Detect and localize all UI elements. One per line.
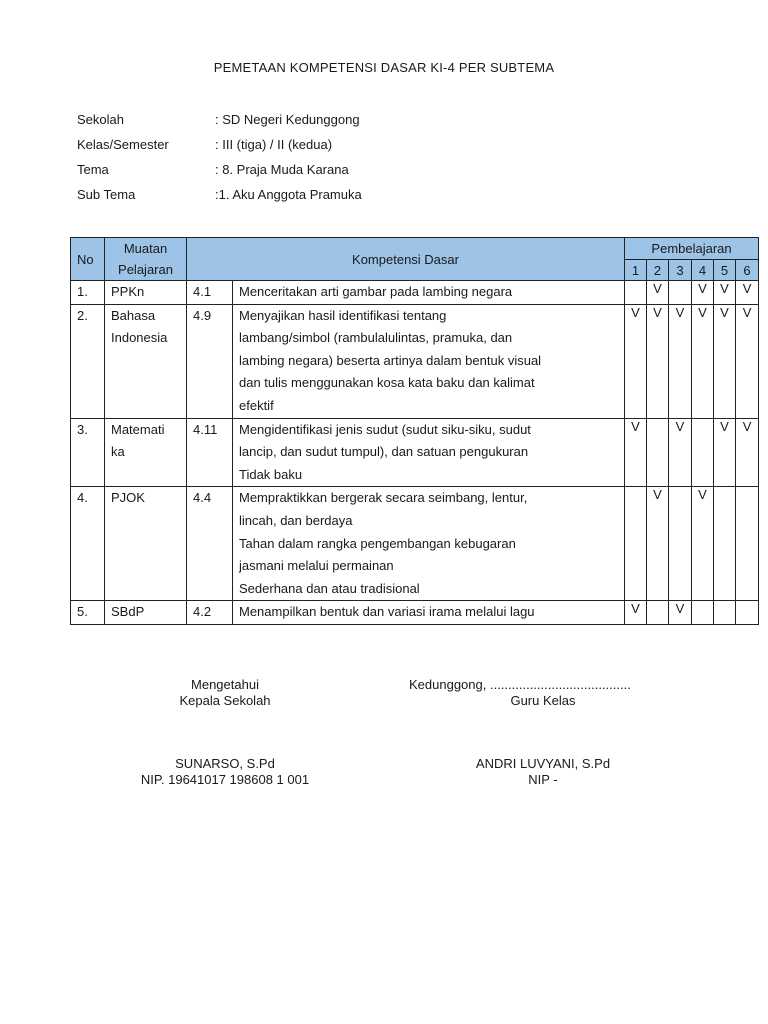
session-mark-3: V <box>669 418 692 487</box>
kd-line: efektif <box>239 397 274 413</box>
kd-line: Menceritakan arti gambar pada lambing negara <box>239 284 513 299</box>
kd-code: 4.9 <box>187 304 233 418</box>
info-block <box>77 111 362 211</box>
header-no: No <box>71 238 105 281</box>
header-pembelajaran: Pembelajaran <box>625 238 759 260</box>
header-session-4: 4 <box>692 260 714 281</box>
row-number: 3. <box>71 418 105 487</box>
info-row <box>77 161 362 186</box>
info-label: Sub Tema <box>77 187 136 202</box>
session-mark-1: V <box>625 304 647 418</box>
row-number: 2. <box>71 304 105 418</box>
info-row <box>77 111 362 136</box>
session-mark-1: V <box>625 418 647 487</box>
sig-left-line1: Mengetahui <box>191 677 259 692</box>
subject-line: SBdP <box>111 604 145 620</box>
kd-line: Tahan dalam rangka pengembangan kebugaran <box>239 535 516 551</box>
session-mark-6 <box>736 601 759 625</box>
signature-right <box>400 677 686 788</box>
session-mark-3: V <box>669 304 692 418</box>
subject-line: PJOK <box>111 490 145 506</box>
subject-line: PPKn <box>111 284 145 299</box>
kd-line: Menyajikan hasil identifikasi tentang <box>239 307 447 323</box>
header-session-3: 3 <box>669 260 692 281</box>
subject-line: Bahasa <box>111 307 156 323</box>
session-mark-5: V <box>714 418 736 487</box>
header-kompetensi-dasar: Kompetensi Dasar <box>187 238 625 281</box>
session-mark-6: V <box>736 418 759 487</box>
sig-right-nip: NIP - <box>528 772 558 787</box>
kd-code: 4.11 <box>187 418 233 487</box>
row-number: 1. <box>71 281 105 305</box>
info-value: : 8. Praja Muda Karana <box>215 162 349 177</box>
kd-code: 4.4 <box>187 487 233 601</box>
info-label: Tema <box>77 162 109 177</box>
info-value: : SD Negeri Kedunggong <box>215 112 360 127</box>
sig-left-line2: Kepala Sekolah <box>179 693 271 708</box>
session-mark-5 <box>714 487 736 601</box>
kd-line: Mempraktikkan bergerak secara seimbang, lentur, <box>239 490 528 506</box>
row-number: 5. <box>71 601 105 625</box>
info-value: :1. Aku Anggota Pramuka <box>215 187 362 202</box>
subject-cell <box>105 281 187 305</box>
header-session-6: 6 <box>736 260 759 281</box>
session-mark-2: V <box>647 487 669 601</box>
info-value: : III (tiga) / II (kedua) <box>215 137 333 152</box>
sig-right-line1: Kedunggong, ....................................... <box>409 677 631 692</box>
sig-right-line2: Guru Kelas <box>510 693 576 708</box>
signature-left <box>125 677 325 788</box>
subject-line: ka <box>111 444 125 460</box>
kd-description <box>233 601 625 625</box>
subject-cell <box>105 304 187 418</box>
header-muatan-pelajaran <box>105 238 187 281</box>
row-number: 4. <box>71 487 105 601</box>
kd-line: lambing negara) beserta artinya dalam bentuk visual <box>239 352 542 368</box>
table-row <box>71 487 759 601</box>
kd-description <box>233 487 625 601</box>
document-title: PEMETAAN KOMPETENSI DASAR KI-4 PER SUBTEMA <box>213 60 555 75</box>
header-session-5: 5 <box>714 260 736 281</box>
kd-line: jasmani melalui permainan <box>239 558 394 574</box>
sig-left-nip: NIP. 19641017 198608 1 001 <box>140 772 310 787</box>
subject-cell <box>105 601 187 625</box>
header-muatan-line1: Muatan <box>123 241 168 256</box>
session-mark-2 <box>647 601 669 625</box>
kd-code: 4.1 <box>187 281 233 305</box>
session-mark-2 <box>647 418 669 487</box>
subject-cell <box>105 487 187 601</box>
session-mark-4: V <box>692 304 714 418</box>
session-mark-4: V <box>692 281 714 305</box>
subject-cell <box>105 418 187 487</box>
session-mark-6 <box>736 487 759 601</box>
kd-code: 4.2 <box>187 601 233 625</box>
header-muatan-line2: Pelajaran <box>118 262 173 277</box>
session-mark-2: V <box>647 304 669 418</box>
session-mark-6: V <box>736 281 759 305</box>
info-row <box>77 136 362 161</box>
header-session-1: 1 <box>625 260 647 281</box>
kd-line: lincah, dan berdaya <box>239 512 353 528</box>
kd-line: dan tulis menggunakan kosa kata baku dan kalimat <box>239 375 535 391</box>
table-row <box>71 418 759 487</box>
kd-line: Mengidentifikasi jenis sudut (sudut siku-siku, sudut <box>239 421 531 437</box>
competency-table <box>70 237 759 625</box>
session-mark-5: V <box>714 281 736 305</box>
session-mark-3 <box>669 487 692 601</box>
session-mark-5 <box>714 601 736 625</box>
kd-description <box>233 304 625 418</box>
session-mark-3 <box>669 281 692 305</box>
sig-left-name: SUNARSO, S.Pd <box>175 756 275 771</box>
session-mark-5: V <box>714 304 736 418</box>
table-row <box>71 304 759 418</box>
header-session-2: 2 <box>647 260 669 281</box>
session-mark-1 <box>625 281 647 305</box>
subject-line: Indonesia <box>111 330 168 346</box>
kd-line: Menampilkan bentuk dan variasi irama melalui lagu <box>239 604 535 620</box>
kd-line: Sederhana dan atau tradisional <box>239 580 420 596</box>
session-mark-4 <box>692 418 714 487</box>
kd-description <box>233 418 625 487</box>
kd-description <box>233 281 625 305</box>
session-mark-2: V <box>647 281 669 305</box>
subject-line: Matemati <box>111 421 165 437</box>
info-label: Kelas/Semester <box>77 137 169 152</box>
sig-right-name: ANDRI LUVYANI, S.Pd <box>475 756 611 771</box>
session-mark-1 <box>625 487 647 601</box>
session-mark-4: V <box>692 487 714 601</box>
table-row <box>71 601 759 625</box>
session-mark-1: V <box>625 601 647 625</box>
session-mark-4 <box>692 601 714 625</box>
info-label: Sekolah <box>77 112 124 127</box>
session-mark-6: V <box>736 304 759 418</box>
session-mark-3: V <box>669 601 692 625</box>
kd-line: Tidak baku <box>239 466 303 482</box>
info-row <box>77 186 362 211</box>
kd-line: lambang/simbol (rambulalulintas, pramuka, dan <box>239 330 513 346</box>
table-row <box>71 281 759 305</box>
kd-line: lancip, dan sudut tumpul), dan satuan pengukuran <box>239 444 529 460</box>
